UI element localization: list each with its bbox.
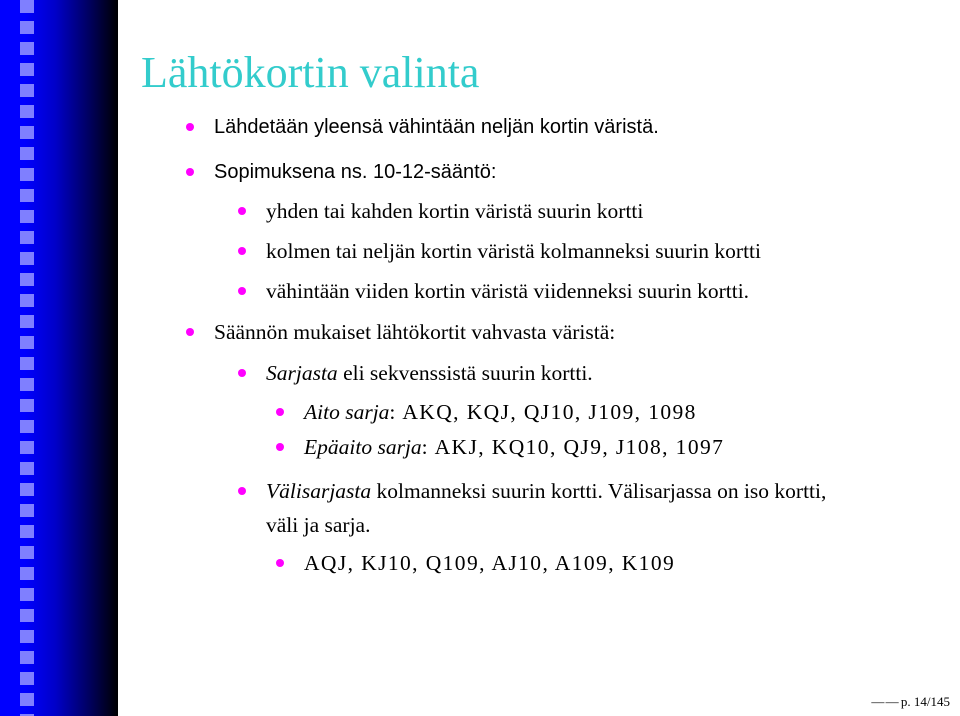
bullet-icon <box>238 369 246 377</box>
bullet-icon <box>276 559 284 567</box>
band-square-pattern <box>20 0 34 716</box>
footer-arrows: — — <box>871 694 898 709</box>
bullet-icon <box>186 123 194 131</box>
bullet-text <box>266 478 826 504</box>
bullet-icon <box>238 287 246 295</box>
bullet-icon <box>238 207 246 215</box>
bullet-text: Lähdetään yleensä vähintään neljän kortin väristä. <box>214 116 659 138</box>
bullet-text: Sopimuksena ns. 10-12-sääntö: <box>214 161 497 183</box>
bullet-rest: : AKJ, KQ10, QJ9, J108, 1097 <box>421 435 725 459</box>
bullet-text-continuation: väli ja sarja. <box>266 513 371 537</box>
bullet-emphasis: Aito sarja <box>304 400 390 424</box>
bullet-text <box>304 434 724 460</box>
bullet-text: AQJ, KJ10, Q109, AJ10, A109, K109 <box>304 551 676 575</box>
bullet-icon <box>276 408 284 416</box>
bullet-text <box>304 399 697 425</box>
bullet-text: yhden tai kahden kortin väristä suurin kortti <box>266 199 644 223</box>
bullet-emphasis: Epäaito sarja <box>304 435 422 459</box>
bullet-text: kolmen tai neljän kortin väristä kolmanneksi suurin kortti <box>266 239 762 263</box>
bullet-emphasis: Sarjasta <box>266 361 338 385</box>
bullet-emphasis: Välisarjasta <box>266 479 372 503</box>
bullet-icon <box>186 168 194 176</box>
bullet-icon <box>238 247 246 255</box>
slide-title: Lähtökortin valinta <box>141 48 480 97</box>
bullet-text: Säännön mukaiset lähtökortit vahvasta väristä: <box>214 320 616 344</box>
bullet-rest: kolmanneksi suurin kortti. Välisarjassa on iso kortti, <box>371 479 827 503</box>
bullet-text: vähintään viiden kortin väristä viidenneksi suurin kortti. <box>266 279 750 303</box>
bullet-icon <box>186 328 194 336</box>
bullet-rest: : AKQ, KQJ, QJ10, J109, 1098 <box>389 400 697 424</box>
page-number <box>871 694 950 710</box>
bullet-icon <box>276 443 284 451</box>
decorative-side-band <box>0 0 118 716</box>
page-label: p. 14/145 <box>900 694 950 709</box>
bullet-rest: eli sekvenssistä suurin kortti. <box>337 361 593 385</box>
bullet-text <box>266 360 593 386</box>
bullet-icon <box>238 487 246 495</box>
band-edge <box>0 0 14 716</box>
